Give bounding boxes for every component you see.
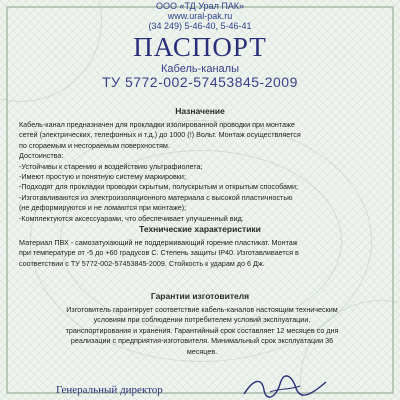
text-line: Материал ПВХ - самозатухающий не поддерживающий горение пластикат. Монтаж	[19, 238, 298, 247]
warranty-text	[19, 305, 385, 357]
text-line: Изготовитель гарантирует соответствие кабель-каналов настоящим техническим	[66, 305, 338, 314]
section-title-purpose: Назначение	[175, 106, 225, 116]
text-line: месяцев.	[186, 346, 218, 356]
text-line: транспортирования и хранения. Гарантийный срок составляет 12 месяцев со дня	[65, 325, 339, 335]
text-line: по сгораемым и несгораемым поверхностям.	[19, 140, 170, 150]
section-title-warranty: Гарантии изготовителя	[150, 291, 250, 301]
section-title-specs: Технические характеристики	[139, 224, 261, 234]
signature-icon	[240, 374, 330, 400]
specs-text	[19, 238, 385, 269]
document-subtitle: Кабель-каналы	[161, 63, 239, 75]
text-line: -Комплектуются аксессуарами, что обеспечивает улучшенный вид.	[19, 213, 244, 223]
text-line: -Подходят для прокладки проводки скрытым, полускрытым и открытым способами;	[19, 182, 298, 192]
text-line: условиям при соблюдении потребителем условий эксплуатации,	[93, 315, 311, 325]
specification-code: ТУ 5772-002-57453845-2009	[102, 74, 298, 90]
company-website: www.ural-pak.ru	[167, 11, 233, 21]
director-label: Генеральный директор	[56, 384, 163, 396]
document-title: ПАСПОРТ	[133, 32, 267, 62]
text-line: -Изготавливаются из электроизоляционного материала с высокой пластичностью	[19, 192, 293, 202]
text-line: Достоинства:	[19, 151, 64, 161]
text-line: Кабель-канал предназначен для прокладки изолированной проводки при монтаже	[19, 120, 295, 129]
purpose-text	[19, 120, 385, 224]
text-line: реализации с предприятия-изготовителя. Минимальный срок эксплуатации 36	[70, 336, 334, 346]
text-line: -Устойчивы к старению и воздействию ультрафиолета;	[19, 161, 203, 171]
company-phone: (34 249) 5-46-40, 5-46-41	[148, 21, 252, 31]
text-line: соответствии с ТУ 5772-002-57453845-2009. Стойкость к ударам до 6 Дж.	[19, 258, 265, 268]
text-line: сетей (электрических, телефонных и т.д.) до 1000 (!) Вольт. Монтаж осуществляется	[19, 130, 301, 140]
company-name: ООО «ТД Урал ПАК»	[155, 1, 245, 11]
text-line: (не деформируются и не ломаются при монтаже);	[19, 203, 187, 213]
text-line: при температуре от -5 до +60 градусов С. Степень защиты IP40. Изготавливается в	[19, 248, 299, 258]
text-line: -Имеют простую и понятную систему маркировки;	[19, 172, 186, 182]
